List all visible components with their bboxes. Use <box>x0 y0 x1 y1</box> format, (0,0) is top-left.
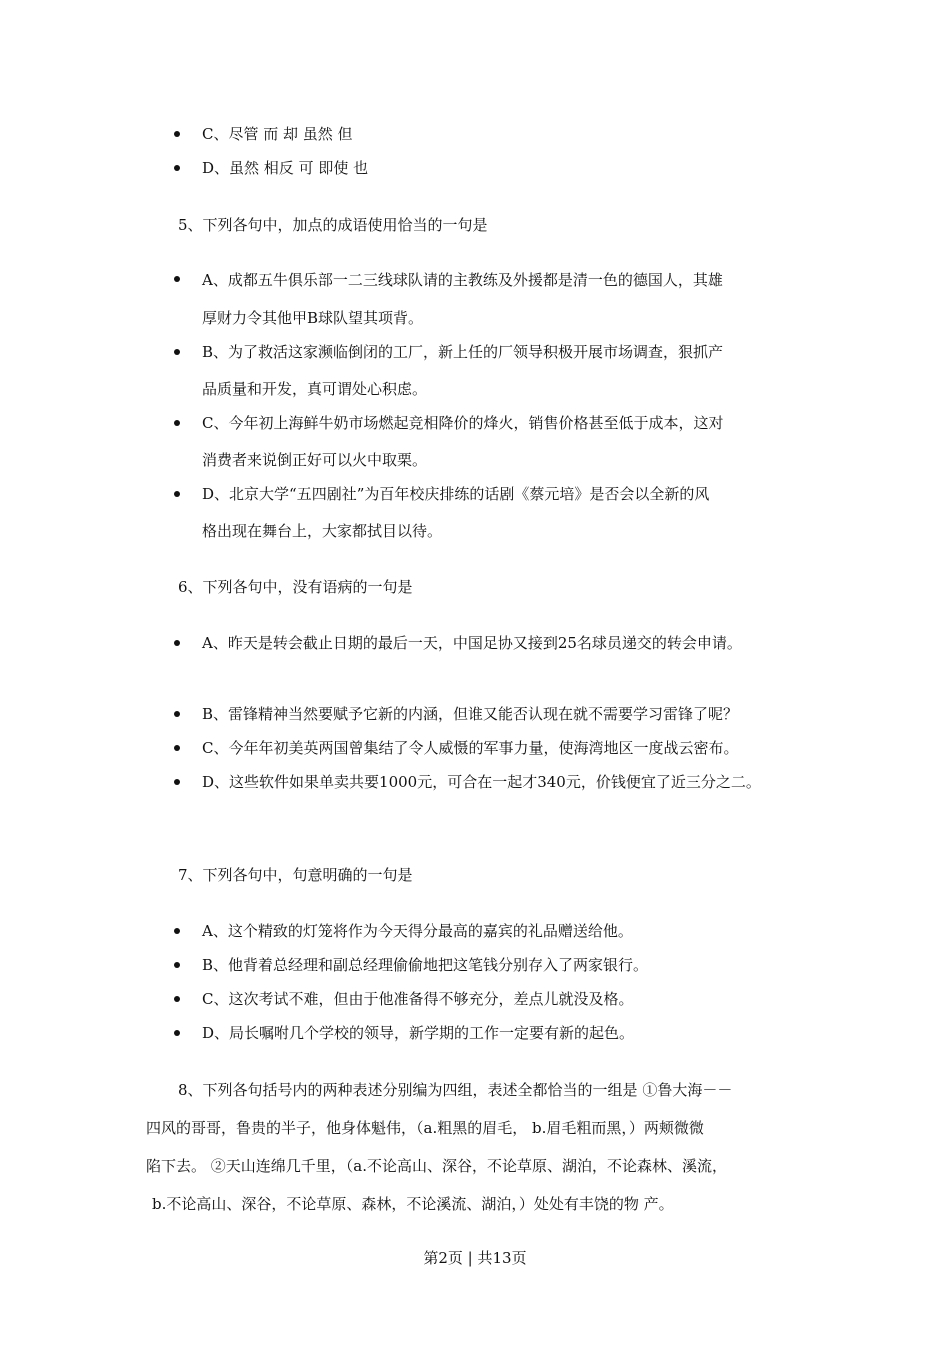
bullet <box>174 640 180 646</box>
q5-option-d-line2: 格出现在舞台上，大家都拭目以待。 <box>202 522 443 540</box>
q7-option-c: C、这次考试不难，但由于他准备得不够充分，差点儿就没及格。 <box>202 990 634 1008</box>
q5-stem: 5、下列各句中，加点的成语使用恰当的一句是 <box>178 216 488 234</box>
bullet <box>174 420 180 426</box>
q6-option-c: C、今年年初美英两国曾集结了令人威慑的军事力量，使海湾地区一度战云密布。 <box>202 739 739 757</box>
bullet <box>174 745 180 751</box>
q7-stem: 7、下列各句中，句意明确的一句是 <box>178 866 413 884</box>
q5-option-b-line1: B、为了救活这家濒临倒闭的工厂，新上任的厂领导积极开展市场调查，狠抓产 <box>202 343 724 361</box>
q5-option-a-line1: A、成都五牛俱乐部一二三线球队请的主教练及外援都是清一色的德国人，其雄 <box>202 271 723 289</box>
q7-option-b: B、他背着总经理和副总经理偷偷地把这笔钱分别存入了两家银行。 <box>202 956 649 974</box>
bullet <box>174 928 180 934</box>
q7-option-a: A、这个精致的灯笼将作为今天得分最高的嘉宾的礼品赠送给他。 <box>202 922 633 940</box>
bullet <box>174 996 180 1002</box>
bullet <box>174 491 180 497</box>
bullet <box>174 962 180 968</box>
q6-option-a: A、昨天是转会截止日期的最后一天，中国足协又接到25名球员递交的转会申请。 <box>202 634 742 652</box>
q7-option-d: D、局长嘱咐几个学校的领导，新学期的工作一定要有新的起色。 <box>202 1024 635 1042</box>
q6-option-d: D、这些软件如果单卖共要1000元，可合在一起才340元，价钱便宜了近三分之二。 <box>202 773 761 791</box>
q5-option-d-line1: D、北京大学“五四剧社”为百年校庆排练的话剧《蔡元培》是否会以全新的风 <box>202 485 710 503</box>
bullet <box>174 165 180 171</box>
bullet <box>174 131 180 137</box>
q5-option-a-line2: 厚财力令其他甲B球队望其项背。 <box>202 309 424 327</box>
q5-option-c-line2: 消费者来说倒正好可以火中取栗。 <box>202 451 428 469</box>
q4-option-d: D、虽然 相反 可 即使 也 <box>202 159 369 177</box>
q8-line-4: b.不论高山、深谷，不论草原、森林，不论溪流、湖泊，）处处有丰饶的物 产。 <box>152 1195 674 1213</box>
q6-stem: 6、下列各句中，没有语病的一句是 <box>178 578 413 596</box>
bullet <box>174 1030 180 1036</box>
page-number: 第2页 | 共13页 <box>423 1249 527 1267</box>
q4-option-c: C、尽管 而 却 虽然 但 <box>202 125 353 143</box>
bullet <box>174 349 180 355</box>
q6-option-b: B、雷锋精神当然要赋予它新的内涵，但谁又能否认现在就不需要学习雷锋了呢？ <box>202 705 739 723</box>
q8-line-1: 8、下列各句括号内的两种表述分别编为四组，表述全都恰当的一组是 ①鲁大海－－ <box>178 1081 733 1099</box>
q5-option-b-line2: 品质量和开发，真可谓处心积虑。 <box>202 380 428 398</box>
q8-line-2: 四风的哥哥，鲁贵的半子，他身体魁伟，（a.粗黑的眉毛， b.眉毛粗而黑，）两颊微微 <box>146 1119 704 1137</box>
q5-option-c-line1: C、今年初上海鲜牛奶市场燃起竞相降价的烽火，销售价格甚至低于成本，这对 <box>202 414 724 432</box>
bullet <box>174 779 180 785</box>
bullet <box>174 711 180 717</box>
q8-line-3: 陷下去。 ②天山连绵几千里，（a.不论高山、深谷，不论草原、湖泊，不论森林、溪流， <box>146 1157 727 1175</box>
bullet <box>174 276 180 282</box>
